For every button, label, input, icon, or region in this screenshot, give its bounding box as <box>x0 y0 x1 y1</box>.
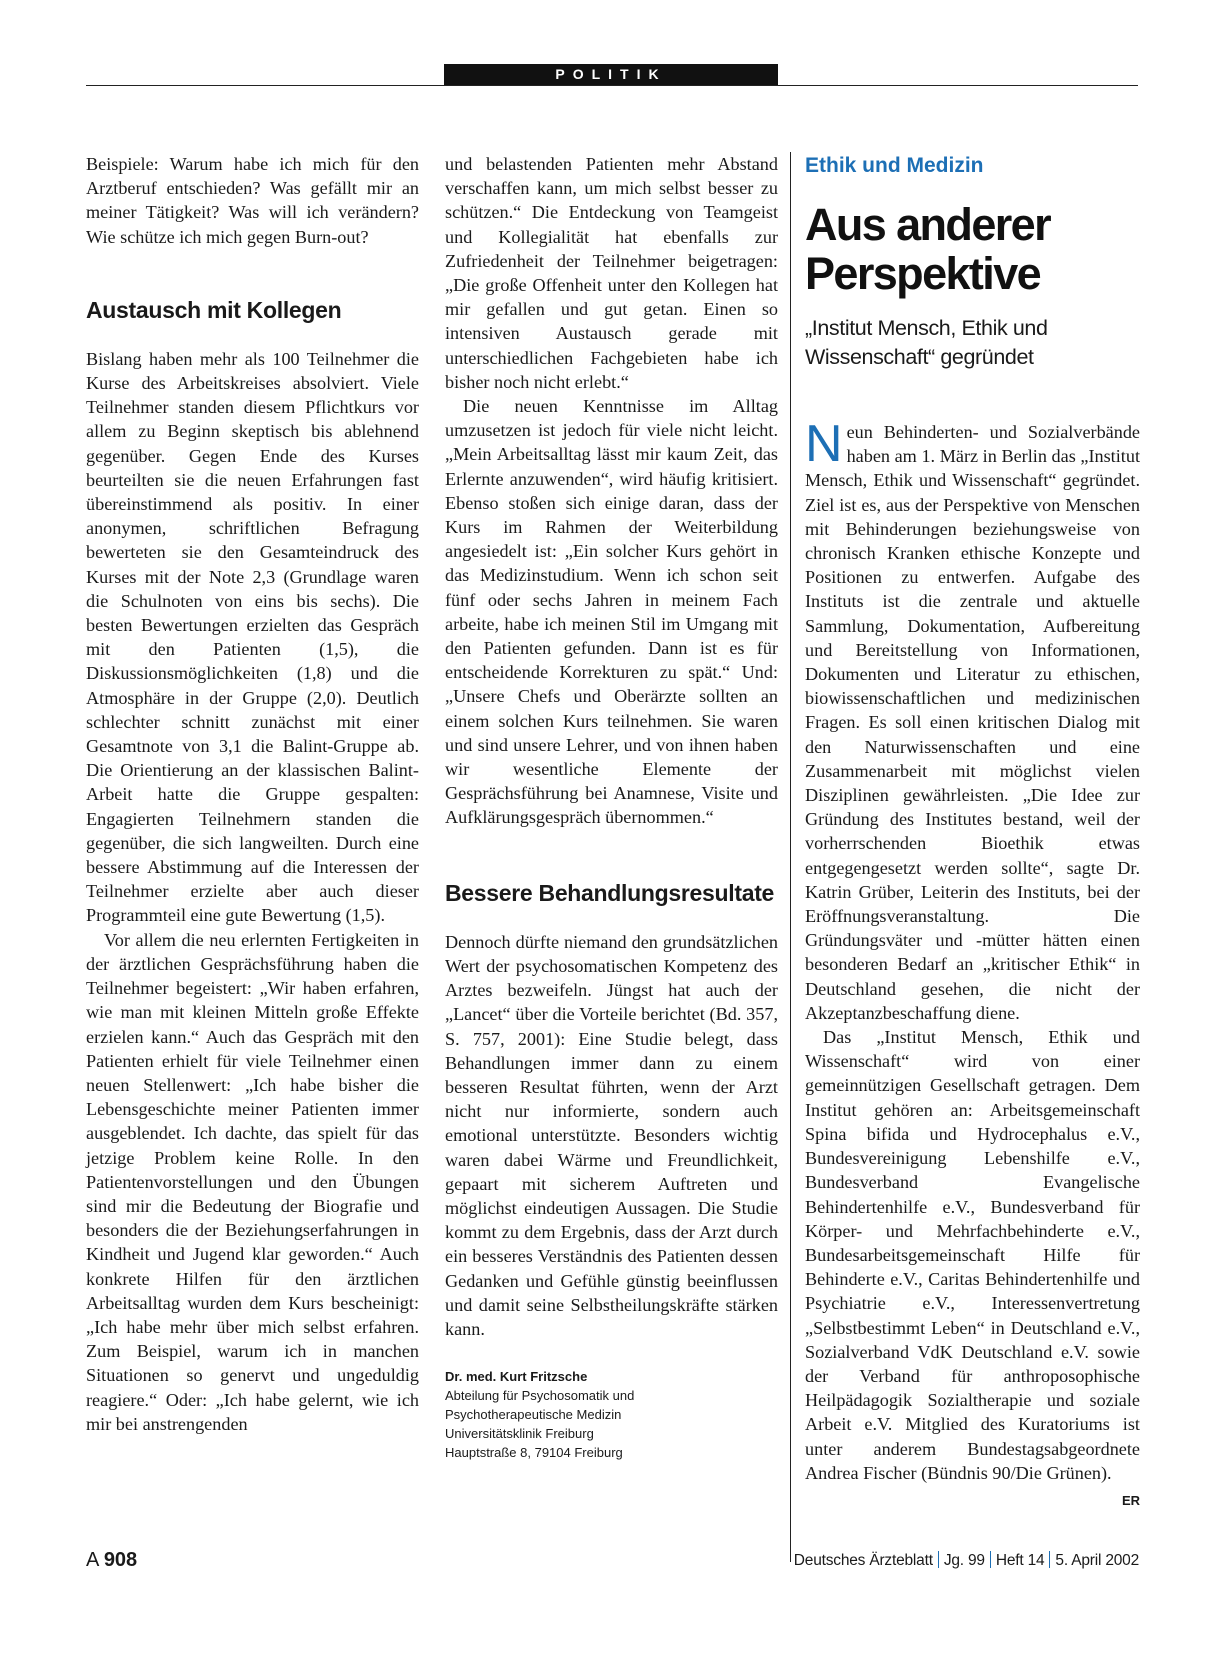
author-institution: Universitätsklinik Freiburg <box>445 1426 594 1442</box>
journal-name: Deutsches Ärzteblatt <box>793 1552 933 1569</box>
author-address: Hauptstraße 8, 79104 Freiburg <box>445 1445 623 1461</box>
page-number-value: 908 <box>103 1549 138 1571</box>
paragraph <box>805 1025 1140 1508</box>
journal-issue: Heft 14 <box>995 1552 1045 1569</box>
article-subheadline <box>805 314 1140 372</box>
header-rule <box>86 85 1138 86</box>
paragraph-text: eun Behinderten- und Sozialverbände haben am 1. März in Berlin das „Institut Mensch, Ethik und Wissenschaft“ gegründet. Ziel ist es, aus der Perspektive von Menschen mit Behinderungen beziehungsweise von chronisch Kranken ethische Konzepte und Positionen zu entwerfen. Aufgabe des Instituts ist die zentrale und aktuelle Sammlung, Dokumentation, Aufbereitung und Bereitstellung von Informationen, Dokumenten und Literatur zu ethischen, biowissenschaftlichen und medizinischen Fragen. Es soll einen kritischen Dialog mit den Naturwissenschaften und eine Zusammenarbeit mit möglichst vielen Disziplinen gewährleisten. „Die Idee zur Gründung des Institutes bestand, weil der vorherrschenden Bioethik etwas entgegengesetzt werden sollte“, sagte Dr. Katrin Grüber, Leiterin des Instituts, bei der Eröffnungsveranstaltung. Die Gründungsväter und -mütter hätten einen besonderen Bedarf an „kritischer Ethik“ in Deutschland gesehen, die nicht der Akzeptanzbeschaffung diene. <box>805 422 1140 1023</box>
journal-volume: Jg. 99 <box>943 1552 985 1569</box>
paragraph: Vor allem die neu erlernten Fertigkeiten in der ärztlichen Gesprächsführung haben die Teilnehmer begeistert: „Wir haben erfahren, wie man mit kleinen Mitteln große Effekte erzielen kann.“ Auch das Gespräch mit den Patienten erhielt für viele Teilnehmer einen neuen Stellenwert: „Ich habe bisher die Lebensgeschichte meiner Patienten immer ausgeblendet. Ich dachte, das spielt für das jetzige Problem keine Rolle. In den Patientenvorstellungen und den Übungen sind mir die Bedeutung der Biografie und besonders die der Beziehungserfahrungen in Kindheit und Jugend klar geworden.“ Auch konkrete Hilfen für den ärztlichen Arbeitsalltag wurden dem Kurs bescheinigt: „Ich habe mehr über mich selbst erfahren. Zum Beispiel, warum ich in manchen Situationen so genervt und ungeduldig reagiere.“ Oder: „Ich habe gelernt, wie ich mir bei anstrengenden <box>86 929 419 1434</box>
paragraph: Dennoch dürfte niemand den grundsätzlichen Wert der psychosomatischen Kompetenz des Arztes bezweifeln. Jüngst hat auch der „Lancet“ über die Vorteile berichtet (Bd. 357, S. 757, 2001): Eine Studie belegt, dass Behandlungen immer dann zu einem besseren Resultat führten, wenn der Arzt nicht nur informierte, sondern auch emotional unterstützte. Besonders wichtig waren dabei Wärme und Freundlichkeit, gepaart mit sicherem Auftreten und möglichst eindeutigen Aussagen. Die Studie kommt zu dem Ergebnis, dass der Arzt durch ein besseres Verständnis des Patienten dessen Gedanken und Gefühle günstig beeinflussen und damit seine Selbstheilungskräfte stärken kann. <box>445 931 778 1339</box>
paragraph: Bislang haben mehr als 100 Teilnehmer die Kurse des Arbeitskreises absolviert. Viele Teilnehmer standen diesem Pflichtkurs vor allem zu Beginn skeptisch bis ablehnend gegenüber. Gegen Ende des Kurses beurteilten sie die neuen Erfahrungen fast übereinstimmend als positiv. In einer anonymen, schriftlichen Befragung bewerteten sie den Gesamteindruck des Kurses mit der Note 2,3 (Grundlage waren die Schulnoten von eins bis sechs). Die besten Bewertungen erzielten das Gespräch mit den Patienten (1,5), die Diskussionsmöglichkeiten (1,8) und die Atmosphäre in der Gruppe (2,0). Deutlich schlechter schnitt zunächst mit einer Gesamtnote von 3,1 die Balint-Gruppe ab. Die Orientierung an der klassischen Balint-Arbeit hatte die Gruppe gespalten: Engagierten Teilnehmern standen die gegenüber, die sich langweilten. Durch eine bessere Abstimmung auf die Interessen der Teilnehmer erzielte aber auch dieser Programmteil eine gute Bewertung (1,5). <box>86 348 419 926</box>
journal-info <box>794 1551 1139 1570</box>
separator <box>938 1551 939 1568</box>
column-divider <box>790 152 791 1562</box>
page-number <box>86 1549 137 1572</box>
separator <box>990 1551 991 1568</box>
paragraph <box>805 415 1140 1025</box>
separator <box>1049 1551 1050 1568</box>
article-kicker: Ethik und Medizin <box>805 154 984 177</box>
section-label: POLITIK <box>444 64 778 85</box>
section-heading: Bessere Behandlungsresultate <box>445 879 775 906</box>
column-2 <box>445 152 778 1462</box>
paragraph: und belastenden Patienten mehr Abstand verschaffen kann, um mich selbst besser zu schützen.“ Die Entdeckung von Teamgeist und Kollegialität hat ebenfalls zur Zufriedenheit der Teilnehmer beigetragen: „Die große Offenheit unter den Kollegen hat mir gefallen und gut getan. Einen so intensiven Austausch gerade mit unterschiedlichen Fachgebieten habe ich bisher noch nicht erlebt.“ <box>445 154 778 392</box>
paragraph-text: Das „Institut Mensch, Ethik und Wissenschaft“ wird von einer gemeinnützigen Gesellschaft getragen. Dem Institut gehören an: Arbeitsgemeinschaft Spina bifida und Hydrocephalus e.V., Bundesvereinigung Lebenshilfe e.V., Bundesverband Evangelische Behindertenhilfe e.V., Bundesverband für Körper- und Mehrfachbehinderte e.V., Bundesarbeitsgemeinschaft Hilfe für Behinderte e.V., Caritas Behindertenhilfe und Psychiatrie e.V., Interessenvertretung „Selbstbestimmt Leben“ in Deutschland e.V., Sozialverband VdK Deutschland e.V. sowie der Verband für anthroposophische Heilpädagogik Sozialtherapie und soziale Arbeit e.V. Mitglied des Kuratoriums ist unter anderem Bundestagsabgeordnete Andrea Fischer (Bündnis 90/Die Grünen). <box>805 1027 1140 1483</box>
drop-cap: N <box>805 415 843 473</box>
section-heading: Austausch mit Kollegen <box>86 296 342 323</box>
page-prefix: A <box>86 1549 99 1571</box>
subhead-line: „Institut Mensch, Ethik und <box>805 316 1048 340</box>
author-name: Dr. med. Kurt Fritzsche <box>445 1369 588 1385</box>
author-affiliation: Psychotherapeutische Medizin <box>445 1407 622 1423</box>
headline-line: Aus anderer <box>805 199 1050 250</box>
paragraph: Beispiele: Warum habe ich mich für den Arztberuf entschieden? Was gefällt mir an meiner Tätigkeit? Was will ich verändern? Wie schütze ich mich gegen Burn-out? <box>86 154 419 247</box>
headline-line: Perspektive <box>805 248 1041 299</box>
column-1 <box>86 152 419 1436</box>
paragraph: Die neuen Kenntnisse im Alltag umzusetzen ist jedoch für viele nicht leicht. „Mein Arbeitsalltag lässt mir kaum Zeit, das Erlernte anzuwenden“, wird häufig kritisiert. Ebenso stoßen sich einige daran, dass der Kurs im Rahmen der Weiterbildung angesiedelt ist: „Ein solcher Kurs gehört in das Medizinstudium. Wenn ich schon seit fünf oder sechs Jahren in meinem Fach arbeite, habe ich meinen Stil im Umgang mit den Patienten gefunden. Dann ist es für entscheidende Korrekturen zu spät.“ Und: „Unsere Chefs und Oberärzte sollten an einem solchen Kurs teilnehmen. Sie waren und sind unsere Lehrer, und von ihnen haben wir wesentliche Elemente der Gesprächsführung bei Anamnese, Visite und Aufklärungsgespräch übernommen.“ <box>445 396 778 828</box>
article-headline <box>805 200 1140 298</box>
author-box <box>445 1367 778 1462</box>
subhead-line: Wissenschaft“ gegründet <box>805 345 1034 369</box>
author-signature: ER <box>1121 1492 1140 1508</box>
article-body <box>805 415 1140 1508</box>
journal-date: 5. April 2002 <box>1055 1552 1139 1569</box>
column-3 <box>805 152 1140 1513</box>
author-affiliation: Abteilung für Psychosomatik und <box>445 1388 635 1404</box>
